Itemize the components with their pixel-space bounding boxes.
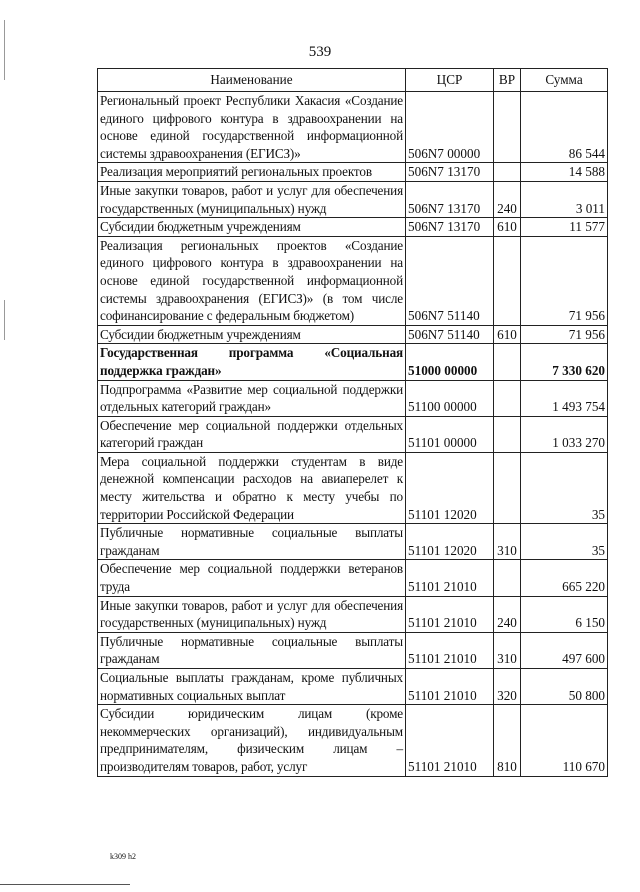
cell-csr: 506N7 51140 bbox=[406, 236, 494, 325]
cell-vr: 240 bbox=[494, 596, 521, 632]
cell-vr: 310 bbox=[494, 524, 521, 560]
cell-vr bbox=[494, 163, 521, 182]
budget-table bbox=[97, 68, 608, 777]
cell-sum: 50 800 bbox=[521, 669, 608, 705]
table-row bbox=[98, 669, 608, 705]
cell-csr: 506N7 13170 bbox=[406, 218, 494, 237]
cell-vr bbox=[494, 560, 521, 596]
cell-sum: 86 544 bbox=[521, 92, 608, 163]
footer-code: k309 h2 bbox=[110, 852, 136, 861]
table-row bbox=[98, 705, 608, 776]
table-header-row bbox=[98, 69, 608, 92]
cell-name: Публичные нормативные социальные выплаты гражданам bbox=[98, 632, 406, 668]
cell-sum: 110 670 bbox=[521, 705, 608, 776]
cell-name: Иные закупки товаров, работ и услуг для обеспечения государственных (муниципальных) нужд bbox=[98, 181, 406, 217]
table-row bbox=[98, 596, 608, 632]
header-name: Наименование bbox=[98, 69, 406, 92]
cell-sum: 665 220 bbox=[521, 560, 608, 596]
cell-name: Реализация мероприятий региональных проектов bbox=[98, 163, 406, 182]
cell-sum: 71 956 bbox=[521, 325, 608, 344]
header-sum: Сумма bbox=[521, 69, 608, 92]
table-row bbox=[98, 560, 608, 596]
cell-csr: 51101 21010 bbox=[406, 705, 494, 776]
cell-vr bbox=[494, 92, 521, 163]
table-row bbox=[98, 380, 608, 416]
cell-sum: 11 577 bbox=[521, 218, 608, 237]
cell-csr: 506N7 00000 bbox=[406, 92, 494, 163]
cell-sum: 35 bbox=[521, 452, 608, 523]
cell-sum: 35 bbox=[521, 524, 608, 560]
cell-csr: 51101 21010 bbox=[406, 669, 494, 705]
cell-name: Государственная программа «Социальная поддержка граждан» bbox=[98, 344, 406, 380]
table-row bbox=[98, 181, 608, 217]
table-body bbox=[98, 92, 608, 777]
cell-csr: 506N7 13170 bbox=[406, 181, 494, 217]
table-row bbox=[98, 344, 608, 380]
cell-vr bbox=[494, 452, 521, 523]
cell-vr bbox=[494, 344, 521, 380]
cell-csr: 51101 21010 bbox=[406, 632, 494, 668]
cell-name: Субсидии бюджетным учреждениям bbox=[98, 325, 406, 344]
table-row bbox=[98, 325, 608, 344]
cell-csr: 51101 21010 bbox=[406, 596, 494, 632]
cell-csr: 51101 12020 bbox=[406, 524, 494, 560]
cell-sum: 3 011 bbox=[521, 181, 608, 217]
cell-vr: 610 bbox=[494, 325, 521, 344]
table-row bbox=[98, 236, 608, 325]
cell-name: Подпрограмма «Развитие мер социальной поддержки отдельных категорий граждан» bbox=[98, 380, 406, 416]
cell-vr bbox=[494, 236, 521, 325]
cell-csr: 51101 00000 bbox=[406, 416, 494, 452]
cell-sum: 14 588 bbox=[521, 163, 608, 182]
header-vr: ВР bbox=[494, 69, 521, 92]
cell-sum: 6 150 bbox=[521, 596, 608, 632]
cell-name: Публичные нормативные социальные выплаты гражданам bbox=[98, 524, 406, 560]
cell-name: Мера социальной поддержки студентам в виде денежной компенсации расходов на авиаперелет к месту жительства и обратно к месту учебы по территории Российской Федерации bbox=[98, 452, 406, 523]
cell-name: Субсидии бюджетным учреждениям bbox=[98, 218, 406, 237]
cell-csr: 51100 00000 bbox=[406, 380, 494, 416]
cell-name: Обеспечение мер социальной поддержки отдельных категорий граждан bbox=[98, 416, 406, 452]
cell-sum: 1 033 270 bbox=[521, 416, 608, 452]
cell-vr bbox=[494, 380, 521, 416]
cell-sum: 1 493 754 bbox=[521, 380, 608, 416]
header-csr: ЦСР bbox=[406, 69, 494, 92]
table-row bbox=[98, 632, 608, 668]
cell-csr: 51000 00000 bbox=[406, 344, 494, 380]
cell-csr: 51101 12020 bbox=[406, 452, 494, 523]
cell-name: Обеспечение мер социальной поддержки ветеранов труда bbox=[98, 560, 406, 596]
cell-name: Реализация региональных проектов «Создание единого цифрового контура в здравоохранении на основе единой государственной информационной системы здравоохранения (ЕГИСЗ)» (в том числе софинансирование с федеральным бюджетом) bbox=[98, 236, 406, 325]
table-row bbox=[98, 416, 608, 452]
cell-vr: 310 bbox=[494, 632, 521, 668]
table-row bbox=[98, 92, 608, 163]
table-row bbox=[98, 218, 608, 237]
cell-sum: 71 956 bbox=[521, 236, 608, 325]
cell-sum: 7 330 620 bbox=[521, 344, 608, 380]
cell-name: Субсидии юридическим лицам (кроме некоммерческих организаций), индивидуальным предпринимателям, физическим лицам – производителям товаров, работ, услуг bbox=[98, 705, 406, 776]
cell-vr: 240 bbox=[494, 181, 521, 217]
footer-rule bbox=[0, 884, 130, 885]
table-row bbox=[98, 163, 608, 182]
cell-csr: 51101 21010 bbox=[406, 560, 494, 596]
cell-vr: 610 bbox=[494, 218, 521, 237]
scan-edge-mark bbox=[4, 300, 5, 340]
cell-name: Иные закупки товаров, работ и услуг для обеспечения государственных (муниципальных) нужд bbox=[98, 596, 406, 632]
cell-vr: 810 bbox=[494, 705, 521, 776]
cell-csr: 506N7 13170 bbox=[406, 163, 494, 182]
cell-sum: 497 600 bbox=[521, 632, 608, 668]
cell-vr bbox=[494, 416, 521, 452]
cell-csr: 506N7 51140 bbox=[406, 325, 494, 344]
page-number: 539 bbox=[308, 44, 332, 60]
cell-name: Социальные выплаты гражданам, кроме публичных нормативных социальных выплат bbox=[98, 669, 406, 705]
cell-vr: 320 bbox=[494, 669, 521, 705]
cell-name: Региональный проект Республики Хакасия «Создание единого цифрового контура в здравоохранении на основе единой государственной информационной системы здравоохранения (ЕГИСЗ)» bbox=[98, 92, 406, 163]
table-row bbox=[98, 452, 608, 523]
scan-edge-mark bbox=[4, 20, 5, 80]
table-row bbox=[98, 524, 608, 560]
